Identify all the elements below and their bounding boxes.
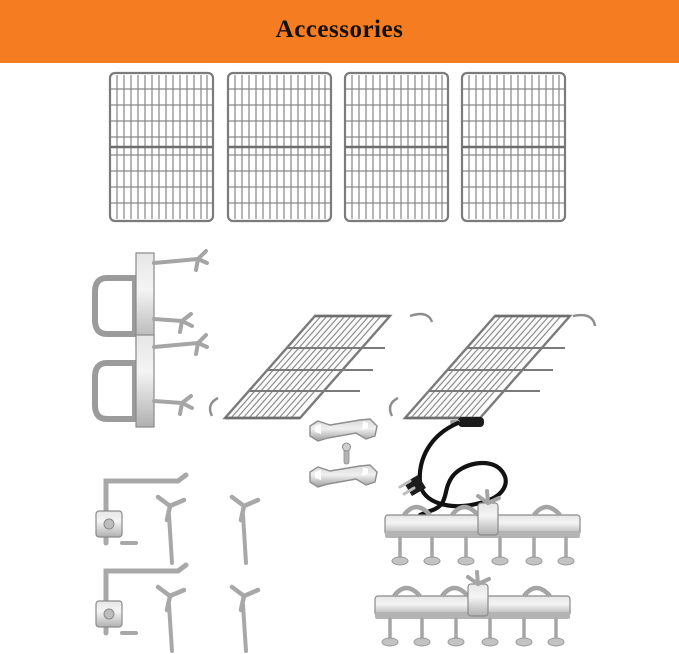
wire-rack-4 xyxy=(462,73,565,221)
wrench-1 xyxy=(310,419,377,441)
rotisserie-fork-assembly-1 xyxy=(95,251,207,345)
header-banner xyxy=(34,0,645,60)
header-accent-left xyxy=(0,0,34,60)
rotisserie-spit-rod-2 xyxy=(96,565,186,633)
kebab-rack-2 xyxy=(375,572,570,646)
wire-rack-3 xyxy=(345,73,448,221)
rotisserie-fork-assembly-2 xyxy=(95,335,207,427)
grill-basket-1 xyxy=(210,314,432,418)
product-photo-area xyxy=(0,63,679,654)
header-bar xyxy=(0,0,679,60)
skewer-fork-3 xyxy=(158,587,184,651)
skewer-fork-4 xyxy=(232,587,258,651)
header-accent-right xyxy=(645,0,679,60)
grill-basket-2 xyxy=(390,315,595,418)
wire-rack-2 xyxy=(228,73,331,221)
rotisserie-spit-rod-1 xyxy=(96,475,186,543)
wrench-2 xyxy=(310,465,377,487)
skewer-fork-1 xyxy=(158,497,184,563)
screw-1 xyxy=(343,443,351,464)
skewer-fork-2 xyxy=(232,497,258,563)
wire-rack-1 xyxy=(110,73,213,221)
page-title: Accessories xyxy=(275,16,404,43)
